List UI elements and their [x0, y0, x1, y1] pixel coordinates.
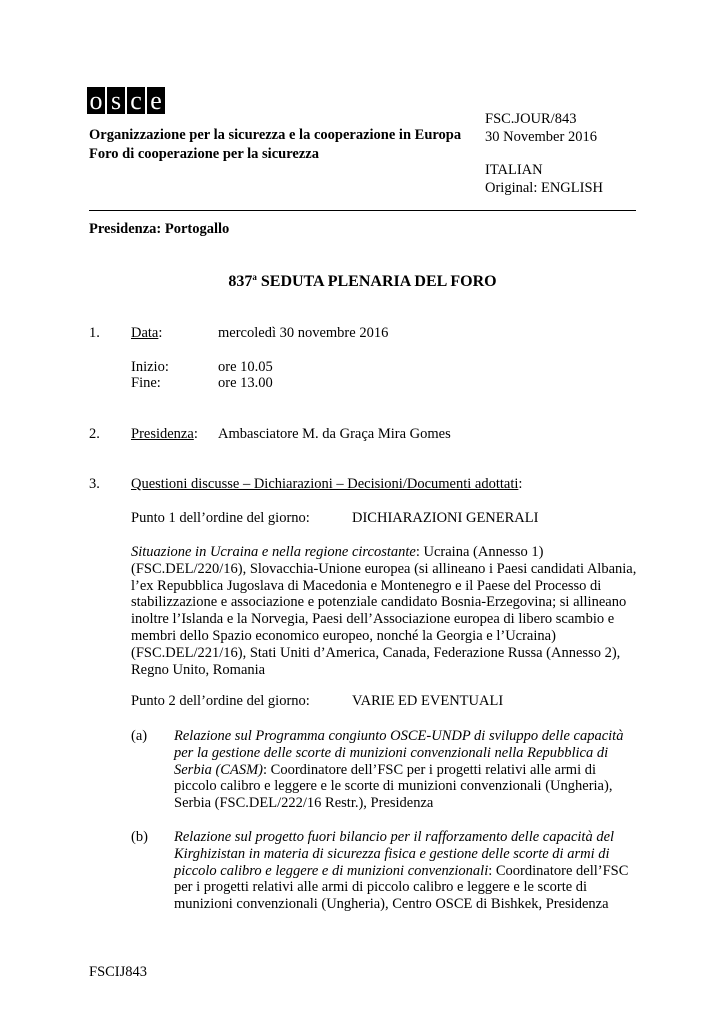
- item-number: 3.: [89, 476, 100, 492]
- logo-letter: o: [87, 87, 105, 114]
- org-name: Organizzazione per la sicurezza e la cooperazione in Europa: [89, 127, 462, 143]
- sub-item-topic: Relazione sul Programma congiunto OSCE-UNDP di sviluppo delle capacità per la gestione delle scorte di munizioni convenzionali nella Repubblica di Serbia (CASM): [174, 728, 624, 778]
- sub-item-label: (a): [131, 728, 148, 744]
- footer-code: FSCIJ843: [89, 964, 148, 980]
- agenda-item-body: [131, 544, 643, 678]
- logo-letter: e: [147, 87, 165, 114]
- sub-item-body: [174, 728, 629, 812]
- item-label: [131, 476, 522, 493]
- item-label: [131, 325, 162, 342]
- logo-letter: c: [127, 87, 145, 114]
- agenda-item-title: DICHIARAZIONI GENERALI: [352, 510, 539, 526]
- header-divider: [89, 210, 636, 211]
- agenda-item-label: Punto 2 dell’ordine del giorno:: [131, 693, 310, 709]
- doc-ref: FSC.JOUR/843: [485, 111, 577, 127]
- title-number: 837: [228, 273, 253, 290]
- item-number: 2.: [89, 426, 100, 442]
- questions-label: Questioni discusse – Dichiarazioni – Decisioni/Documenti adottati: [131, 476, 519, 492]
- label-colon: :: [518, 476, 523, 492]
- sub-item-label: (b): [131, 829, 148, 845]
- sub-item-speakers: : Coordinatore dell’FSC per i progetti relativi alle armi di piccolo calibro e leggere e le scorte di munizioni convenzionali (Ungheria), Centro OSCE di Bishkek, Presidenza: [174, 862, 629, 913]
- agenda-speakers: : Ucraina (Annesso 1) (FSC.DEL/220/16), Slovacchia-Unione europea (si allineano i Paesi candidati Albania, l’ex Repubblica Jugoslava di Macedonia e Montenegro e il Paese del Processo di stabilizzazione e associazione e potenziale candidato Bosnia-Erzegovina; si allineano inoltre l’Islanda e la Norvegia, Paesi dell’Associazione europea di libero scambio e membri dello Spazio economico europeo, nonché la Georgia e l’Ucraina) (FSC.DEL/221/16), Stati Uniti d’America, Canada, Federazione Russa (Annesso 2), Regno Unito, Romania: [131, 544, 637, 678]
- sub-item-body: [174, 829, 644, 913]
- item-label: [131, 426, 198, 443]
- start-value: ore 10.05: [218, 359, 273, 375]
- chairmanship: Presidenza: Portogallo: [89, 221, 230, 237]
- label-colon: :: [193, 426, 198, 442]
- doc-date: 30 November 2016: [485, 129, 597, 145]
- osce-logo: [87, 87, 165, 114]
- agenda-item-title: VARIE ED EVENTUALI: [352, 693, 504, 709]
- chair-label: Presidenza: [131, 426, 194, 442]
- page-title: [0, 272, 725, 291]
- title-superscript: a: [252, 272, 257, 282]
- item-number: 1.: [89, 325, 100, 341]
- date-label: Data: [131, 325, 159, 341]
- sub-item-topic: Relazione sul progetto fuori bilancio per il rafforzamento delle capacità del Kirghizistan in materia di sicurezza fisica e gestione delle scorte di armi di piccolo calibro e leggere e di munizioni convenzionali: [174, 829, 615, 879]
- chair-value: Ambasciatore M. da Graça Mira Gomes: [218, 426, 451, 442]
- end-label: Fine:: [131, 375, 161, 391]
- doc-language: ITALIAN: [485, 162, 543, 178]
- title-text: SEDUTA PLENARIA DEL FORO: [256, 273, 497, 290]
- logo-letter: s: [107, 87, 125, 114]
- forum-name: Foro di cooperazione per la sicurezza: [89, 146, 319, 162]
- date-value: mercoledì 30 novembre 2016: [218, 325, 389, 341]
- label-colon: :: [158, 325, 163, 341]
- agenda-topic: Situazione in Ucraina e nella regione circostante: [131, 544, 416, 560]
- agenda-item-label: Punto 1 dell’ordine del giorno:: [131, 510, 310, 526]
- start-label: Inizio:: [131, 359, 169, 375]
- end-value: ore 13.00: [218, 375, 273, 391]
- sub-item-speakers: : Coordinatore dell’FSC per i progetti relativi alle armi di piccolo calibro e leggere e le scorte di munizioni convenzionali (Ungheria), Serbia (FSC.DEL/222/16 Restr.), Presidenza: [174, 761, 613, 812]
- doc-original: Original: ENGLISH: [485, 180, 603, 196]
